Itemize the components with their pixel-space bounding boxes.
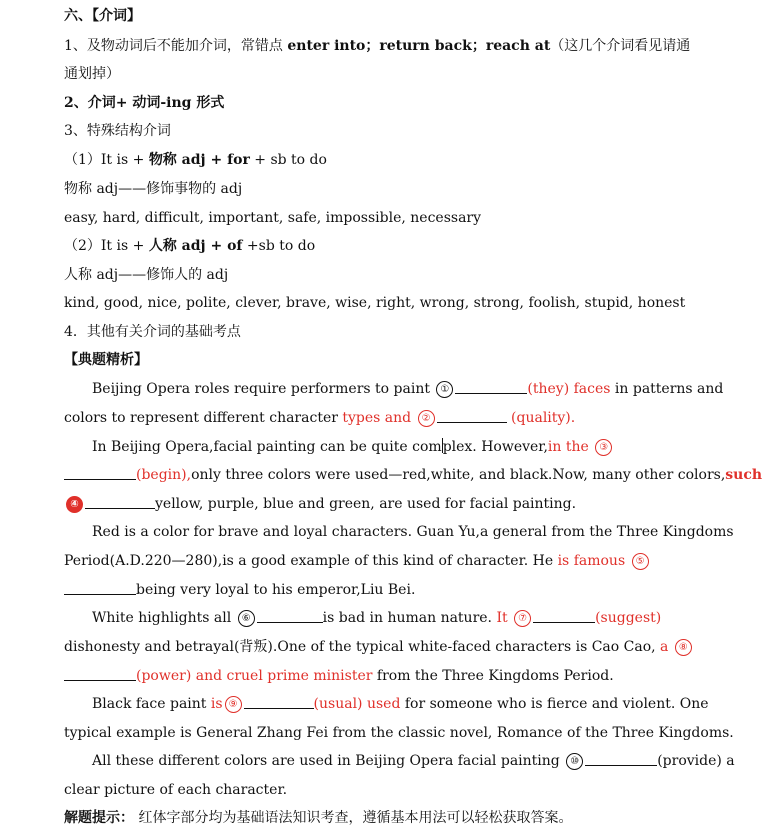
answer-blank-9[interactable]: [244, 694, 314, 709]
blank-number: ⑤: [632, 553, 649, 570]
red-hint: (begin),: [136, 467, 192, 483]
structure-1-key: 物称 adj + for: [148, 152, 250, 168]
rule-3: 3、特殊结构介词: [64, 123, 171, 139]
answer-blank-6[interactable]: [257, 608, 323, 623]
structure-2-def: 人称 adj——修饰人的 adj: [64, 267, 229, 283]
blank-number: ⑧: [675, 639, 692, 656]
passage-line-4: [64, 465, 762, 485]
red-hint: (power) and cruel prime minister: [136, 668, 373, 684]
tip-label: 解题提示：: [64, 810, 134, 826]
answer-blank-5[interactable]: [64, 580, 136, 595]
text: All these different colors are used in Beijing Opera facial painting: [92, 753, 565, 769]
passage-line-15: clear picture of each character.: [64, 782, 288, 798]
passage-line-2: [64, 408, 575, 428]
rule-1-note: （这几个介词看见请通: [550, 38, 691, 54]
passage-line-11: [64, 666, 614, 686]
answer-blank-2[interactable]: [437, 408, 507, 423]
text: Black face paint: [92, 696, 211, 712]
red-hint: (they) faces: [527, 381, 611, 397]
passage-line-12: [92, 694, 709, 714]
answer-blank-1[interactable]: [455, 379, 527, 394]
passage-line-9: [92, 608, 661, 628]
passage-line-6: Red is a color for brave and loyal characters. Guan Yu,a general from the Three Kingdoms: [92, 524, 734, 540]
passage-line-5: [64, 494, 576, 514]
rule-4: 4．其他有关介词的基础考点: [64, 324, 241, 340]
example-heading: 【典题精析】: [64, 352, 148, 368]
passage-line-1: [92, 379, 723, 399]
red-hint: It: [496, 610, 513, 626]
rule-1-text: 1、及物动词后不能加介词，常错点: [64, 38, 288, 54]
text: Beijing Opera roles require performers to paint: [92, 381, 435, 397]
structure-1: [64, 150, 327, 170]
passage-line-7: [64, 551, 651, 571]
passage-line-14: [92, 751, 735, 771]
structure-1-words: easy, hard, difficult, important, safe, impossible, necessary: [64, 210, 482, 226]
answer-blank-3[interactable]: [64, 465, 136, 480]
structure-1-prefix: （1）It is +: [64, 152, 149, 168]
red-hint: (quality).: [506, 410, 576, 426]
blank-number: ⑥: [238, 610, 255, 627]
text: dishonesty and betrayal(背叛).One of the typical white-faced characters is Cao Cao,: [64, 639, 661, 655]
rule-1: [64, 36, 690, 56]
red-hint: is famous: [557, 553, 630, 569]
structure-2-key: 人称 adj + of: [148, 238, 243, 254]
text: only three colors were used—red,white, and black.Now, many other colors,: [191, 467, 726, 483]
blank-number: ④: [66, 496, 83, 513]
structure-2-suffix: +sb to do: [242, 238, 316, 254]
text: Period(A.D.220—280),is a good example of this kind of character. He: [64, 553, 558, 569]
blank-number: ②: [418, 410, 435, 427]
red-hint: such: [725, 467, 762, 483]
blank-number: ⑦: [514, 610, 531, 627]
passage-line-10: [64, 637, 694, 657]
red-hint: is: [210, 696, 223, 712]
text: (provide) a: [657, 753, 735, 769]
structure-2: [64, 236, 315, 256]
text: being very loyal to his emperor,Liu Bei.: [136, 582, 416, 598]
blank-number: ⑩: [566, 753, 583, 770]
tip-text: 红体字部分均为基础语法知识考查，遵循基本用法可以轻松获取答案。: [134, 810, 573, 826]
structure-1-suffix: + sb to do: [249, 152, 327, 168]
text: colors to represent different character: [64, 410, 343, 426]
blank-number: ①: [436, 381, 453, 398]
text: is bad in human nature.: [322, 610, 497, 626]
red-hint: a: [660, 639, 673, 655]
structure-2-prefix: （2）It is +: [64, 238, 149, 254]
text: in patterns and: [610, 381, 724, 397]
text: White highlights all: [92, 610, 236, 626]
solution-tip: [64, 808, 572, 828]
rule-1-examples: enter into；return back；reach at: [287, 38, 551, 54]
passage-line-8: [64, 580, 415, 600]
text: yellow, purple, blue and green, are used for facial painting.: [155, 496, 577, 512]
answer-blank-10[interactable]: [585, 751, 657, 766]
answer-blank-7[interactable]: [533, 608, 595, 623]
blank-number: ⑨: [225, 696, 242, 713]
passage-line-3: [92, 437, 614, 457]
blank-number: ③: [595, 439, 612, 456]
passage-line-13: typical example is General Zhang Fei from the classic novel, Romance of the Three Kingdoms.: [64, 725, 734, 741]
answer-blank-8[interactable]: [64, 666, 136, 681]
red-hint: (suggest): [595, 610, 662, 626]
answer-blank-4[interactable]: [85, 494, 155, 509]
section-heading: 六、【介词】: [64, 8, 141, 24]
text: plex. However,: [442, 439, 548, 455]
red-hint: in the: [547, 439, 594, 455]
text: for someone who is fierce and violent. One: [400, 696, 709, 712]
rule-2: 2、介词+ 动词-ing 形式: [64, 95, 225, 111]
red-hint: types and: [342, 410, 416, 426]
text: from the Three Kingdoms Period.: [372, 668, 614, 684]
rule-1-cont: 通划掉）: [64, 66, 120, 82]
red-hint: (usual) used: [313, 696, 401, 712]
text: In Beijing Opera,facial painting can be quite com: [92, 439, 442, 455]
structure-1-def: 物称 adj——修饰事物的 adj: [64, 181, 243, 197]
structure-2-words: kind, good, nice, polite, clever, brave, wise, right, wrong, strong, foolish, stupid, honest: [64, 295, 686, 311]
